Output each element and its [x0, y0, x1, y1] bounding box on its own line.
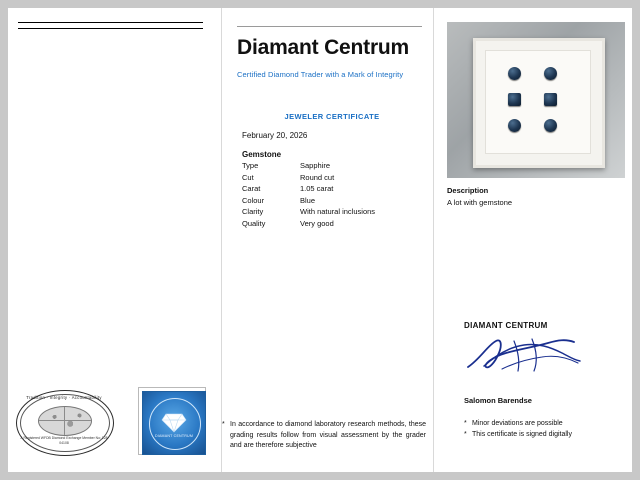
description-title: Description [447, 186, 489, 195]
gem-tray [473, 38, 605, 168]
row-value: Very good [300, 218, 334, 228]
signature-image [462, 333, 592, 378]
certificate-page [8, 8, 632, 472]
top-rule-1 [18, 22, 203, 23]
center-rule [237, 26, 422, 27]
diamond-stamp [138, 387, 206, 455]
gem [544, 119, 557, 132]
note-text: This certificate is signed digitally [472, 431, 572, 438]
gemstone-table [242, 161, 432, 231]
row-value: Round cut [300, 172, 335, 182]
row-value: 1.05 carat [300, 184, 334, 194]
certificate-date: February 20, 2026 [242, 131, 308, 140]
signature-notes [464, 418, 624, 440]
center-column [221, 8, 434, 472]
signature-company: DIAMANT CENTRUM [464, 321, 548, 330]
gem [508, 67, 521, 80]
gem-tray-inner [485, 50, 591, 154]
page-subtitle: Certified Diamond Trader with a Mark of Integrity [237, 70, 404, 79]
disclaimer-star: * [222, 421, 225, 428]
gemstone-photo [447, 22, 625, 178]
page-title: Diamant Centrum [237, 36, 410, 59]
row-value: With natural inclusions [300, 207, 376, 217]
row-key: Colour [242, 195, 265, 205]
note-star: * [464, 420, 467, 427]
table-row [242, 161, 432, 173]
table-row [242, 219, 432, 231]
signatory-name: Salomon Barendse [464, 396, 532, 405]
top-rule-2 [18, 28, 203, 29]
row-key: Quality [242, 218, 266, 228]
row-key: Clarity [242, 207, 264, 217]
stamp-label: DIAMANT CENTRUM [154, 434, 194, 438]
wfdb-seal [16, 390, 112, 454]
row-key: Carat [242, 184, 261, 194]
row-key: Cut [242, 172, 254, 182]
diamond-icon [161, 413, 187, 433]
row-key: Type [242, 161, 259, 170]
gem [544, 93, 557, 106]
gem [508, 119, 521, 132]
seal-bottom-text: A Registered WFDB Diamond Exchange Member No: 128 04108 [20, 436, 108, 445]
table-row [242, 196, 432, 208]
note-text: Minor deviations are possible [472, 420, 563, 427]
gem [508, 93, 521, 106]
table-row [242, 184, 432, 196]
gemstone-heading: Gemstone [242, 150, 282, 159]
description-text: A lot with gemstone [447, 198, 513, 207]
list-item [464, 418, 624, 429]
seal-top-text: Tradition · Integrity · Accountability [26, 395, 102, 400]
right-column [434, 8, 632, 472]
table-row [242, 207, 432, 219]
disclaimer-text: In accordance to diamond laboratory research methods, these grading results follow from visual assessment by the grader and are therefore subjective [230, 421, 426, 449]
list-item [464, 429, 624, 440]
stamp-background [142, 391, 206, 455]
certificate-label: JEWELER CERTIFICATE [284, 112, 380, 121]
note-star: * [464, 431, 467, 438]
row-value: Sapphire [300, 161, 331, 170]
row-value: Blue [300, 195, 316, 205]
table-row [242, 173, 432, 185]
globe-icon [38, 406, 92, 436]
gem [544, 67, 557, 80]
